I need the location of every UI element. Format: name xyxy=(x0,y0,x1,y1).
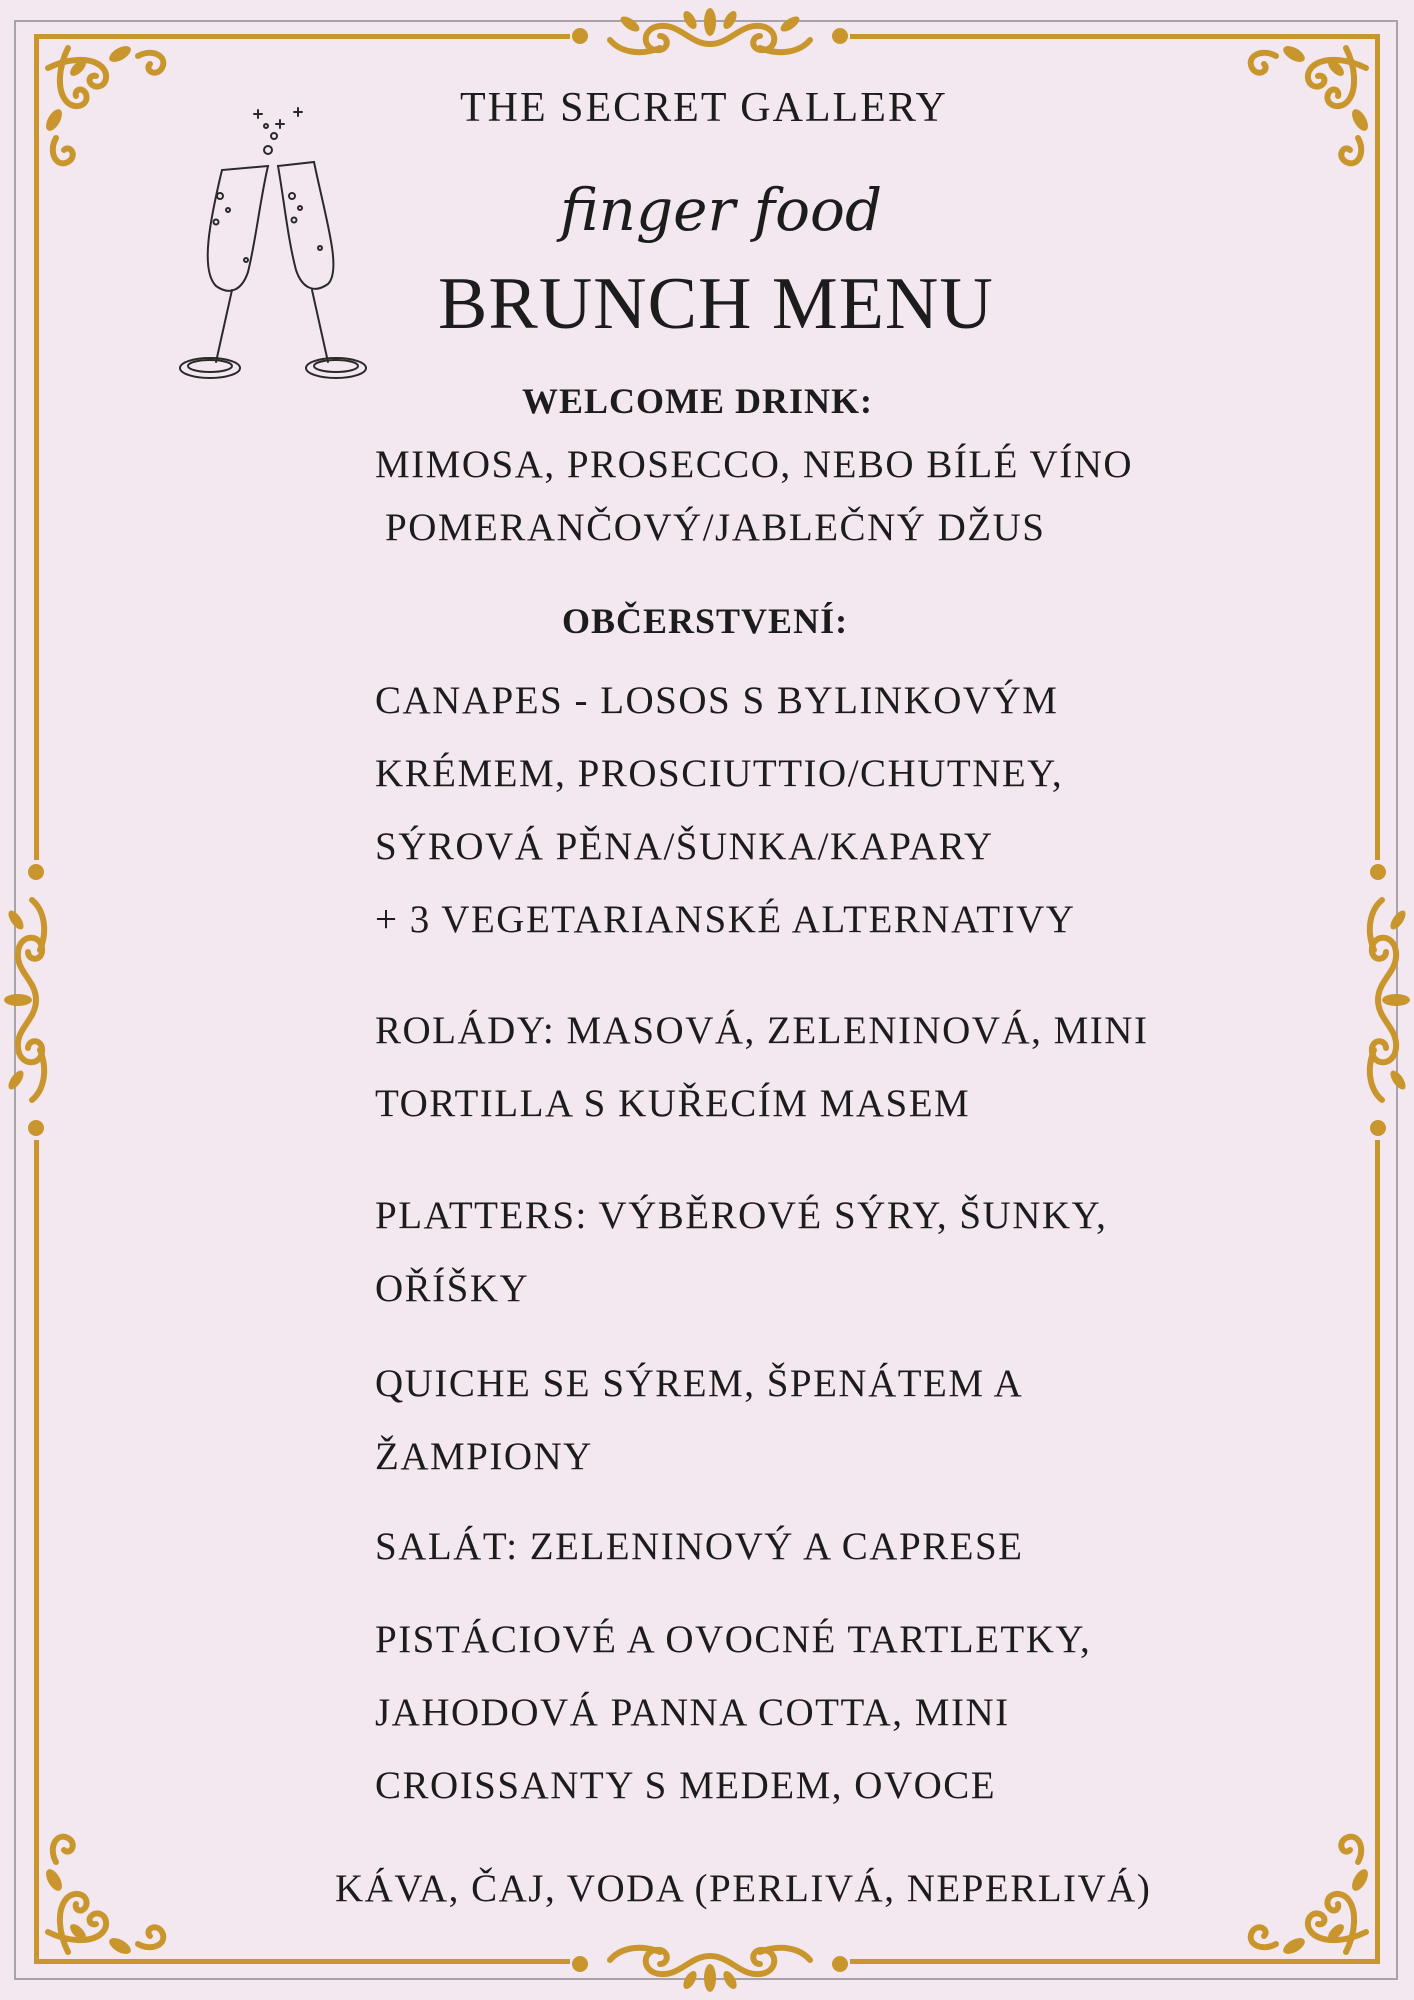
top-ornament xyxy=(570,4,850,68)
bottom-ornament xyxy=(570,1932,850,1996)
welcome-line: POMERANČOVÝ/JABLEČNÝ DŽUS xyxy=(385,506,1046,549)
corner-ornament-top-left xyxy=(28,28,188,188)
side-ornament-left xyxy=(0,860,64,1140)
drinks-line: KÁVA, ČAJ, VODA (PERLIVÁ, NEPERLIVÁ) xyxy=(335,1867,1152,1910)
welcome-line: MIMOSA, PROSECCO, NEBO BÍLÉ VÍNO xyxy=(375,443,1134,486)
corner-ornament-bottom-left xyxy=(28,1812,188,1972)
menu-line: KRÉMEM, PROSCIUTTIO/CHUTNEY, xyxy=(375,752,1064,795)
menu-line: + 3 VEGETARIANSKÉ ALTERNATIVY xyxy=(375,898,1076,941)
menu-line: SÝROVÁ PĚNA/ŠUNKA/KAPARY xyxy=(375,825,994,868)
menu-line: PISTÁCIOVÉ A OVOCNÉ TARTLETKY, xyxy=(375,1618,1092,1661)
menu-line: CANAPES - LOSOS S BYLINKOVÝM xyxy=(375,679,1059,722)
corner-ornament-top-right xyxy=(1226,28,1386,188)
welcome-drink-heading: WELCOME DRINK: xyxy=(522,381,874,421)
side-ornament-right xyxy=(1350,860,1414,1140)
menu-line: CROISSANTY S MEDEM, OVOCE xyxy=(375,1764,997,1807)
menu-line: ROLÁDY: MASOVÁ, ZELENINOVÁ, MINI xyxy=(375,1009,1149,1052)
menu-line: JAHODOVÁ PANNA COTTA, MINI xyxy=(375,1691,1010,1734)
menu-line: OŘÍŠKY xyxy=(375,1267,530,1310)
corner-ornament-bottom-right xyxy=(1226,1812,1386,1972)
snacks-heading: OBČERSTVENÍ: xyxy=(562,601,849,641)
champagne-glasses-icon xyxy=(170,100,390,395)
menu-line: PLATTERS: VÝBĚROVÉ SÝRY, ŠUNKY, xyxy=(375,1194,1108,1237)
menu-title: BRUNCH MENU xyxy=(438,263,994,345)
menu-line: QUICHE SE SÝREM, ŠPENÁTEM A xyxy=(375,1362,1024,1405)
menu-line: ŽAMPIONY xyxy=(375,1435,593,1478)
menu-subtitle: finger food xyxy=(560,176,883,244)
menu-line: TORTILLA S KUŘECÍM MASEM xyxy=(375,1082,971,1125)
menu-line: SALÁT: ZELENINOVÝ A CAPRESE xyxy=(375,1525,1024,1568)
venue-name: THE SECRET GALLERY xyxy=(460,85,948,131)
